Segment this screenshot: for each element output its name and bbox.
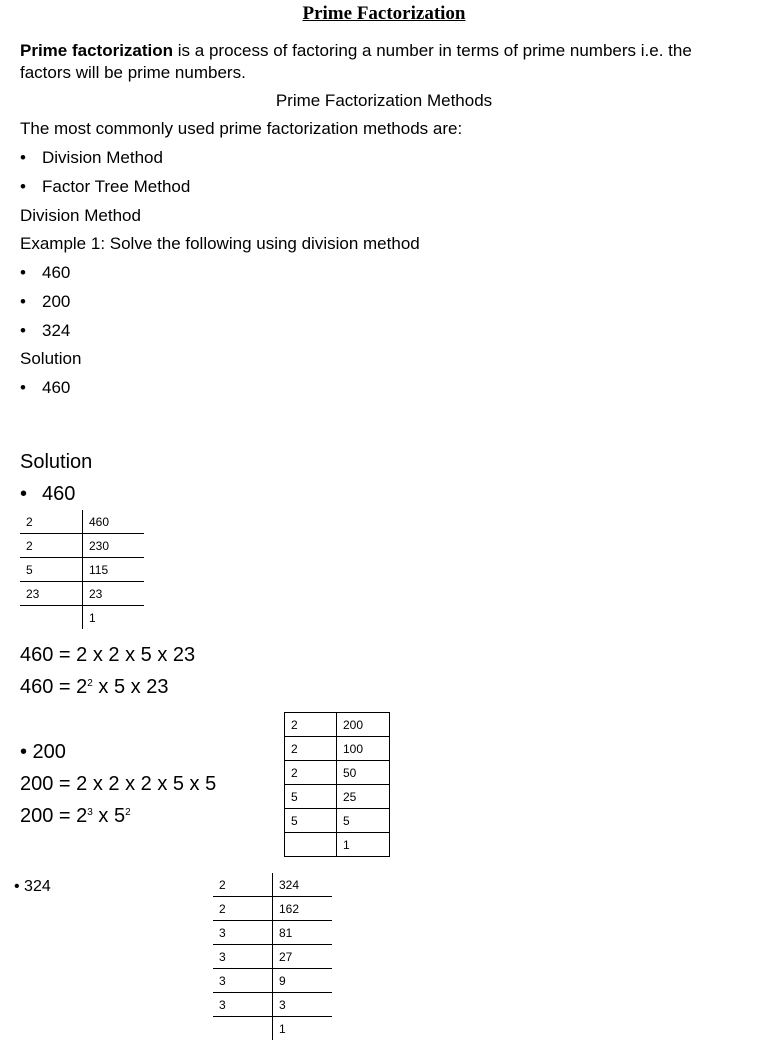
table-row — [213, 945, 332, 969]
list-item-label: Factor Tree Method — [42, 177, 190, 196]
divisor-cell: 23 — [20, 582, 83, 606]
equation-part: x 5 — [93, 805, 125, 827]
divisor-cell: 2 — [20, 534, 83, 558]
methods-intro: The most commonly used prime factorization methods are: — [20, 118, 462, 140]
equation-200-expanded: 200 = 2 x 2 x 2 x 5 x 5 — [20, 771, 216, 797]
bullet: • — [20, 320, 42, 342]
table-row — [20, 606, 144, 630]
table-row — [285, 833, 390, 857]
quotient-cell: 115 — [83, 558, 145, 582]
quotient-cell: 3 — [273, 993, 333, 1017]
table-row — [20, 558, 144, 582]
table-row — [213, 993, 332, 1017]
divisor-cell: 2 — [285, 737, 337, 761]
bullet: • — [20, 262, 42, 284]
solution-label: Solution — [20, 348, 81, 370]
quotient-cell: 5 — [337, 809, 390, 833]
equation-460-exponent — [20, 674, 168, 700]
table-row — [213, 969, 332, 993]
divisor-cell: 2 — [285, 713, 337, 737]
intro-term: Prime factorization — [20, 41, 173, 60]
divisor-cell — [213, 1017, 273, 1040]
list-item-label: 460 — [42, 378, 70, 397]
quotient-cell: 200 — [337, 713, 390, 737]
list-item-label: 200 — [42, 292, 70, 311]
example-text: Example 1: Solve the following using division method — [20, 233, 420, 255]
table-row — [20, 510, 144, 534]
list-item-324 — [20, 320, 70, 342]
quotient-cell: 23 — [83, 582, 145, 606]
divisor-cell: 5 — [285, 809, 337, 833]
divisor-cell — [285, 833, 337, 857]
list-item-460 — [20, 262, 70, 284]
list-item-label: 460 — [42, 483, 75, 505]
equation-460-expanded: 460 = 2 x 2 x 5 x 23 — [20, 642, 195, 668]
solution-item-460 — [20, 377, 70, 399]
quotient-cell: 100 — [337, 737, 390, 761]
division-table-324 — [213, 873, 332, 1040]
divisor-cell: 3 — [213, 993, 273, 1017]
divisor-cell: 2 — [285, 761, 337, 785]
table-row — [20, 582, 144, 606]
list-item-label: 460 — [42, 263, 70, 282]
quotient-cell: 27 — [273, 945, 333, 969]
bullet: • — [20, 291, 42, 313]
divisor-cell — [20, 606, 83, 630]
divisor-cell: 2 — [213, 873, 273, 897]
quotient-cell: 1 — [337, 833, 390, 857]
divisor-cell: 2 — [213, 897, 273, 921]
list-item-division-method — [20, 147, 163, 169]
division-heading: Division Method — [20, 205, 141, 227]
intro-paragraph — [20, 40, 740, 84]
table-row — [285, 785, 390, 809]
divisor-cell: 3 — [213, 921, 273, 945]
bullet: • — [20, 147, 42, 169]
bullet: • — [20, 176, 42, 198]
table-row — [285, 761, 390, 785]
list-item-factor-tree-method — [20, 176, 190, 198]
divisor-cell: 5 — [20, 558, 83, 582]
equation-200-exponent — [20, 803, 131, 829]
equation-part: 460 = 2 — [20, 676, 87, 698]
intro-text: is a process of factoring a number in terms of prime numbers i.e. the factors will be prime numbers. — [20, 41, 692, 82]
quotient-cell: 25 — [337, 785, 390, 809]
table-row — [213, 1017, 332, 1040]
table-row — [285, 809, 390, 833]
divisor-cell: 3 — [213, 945, 273, 969]
bullet: • — [20, 481, 42, 507]
exponent: 2 — [125, 807, 131, 818]
table-row — [285, 737, 390, 761]
divisor-cell: 3 — [213, 969, 273, 993]
slide-item-460 — [20, 481, 75, 507]
quotient-cell: 1 — [273, 1017, 333, 1040]
list-item-label: 324 — [42, 321, 70, 340]
item-324: • 324 — [14, 877, 51, 897]
divisor-cell: 2 — [20, 510, 83, 534]
quotient-cell: 230 — [83, 534, 145, 558]
table-row — [285, 713, 390, 737]
quotient-cell: 162 — [273, 897, 333, 921]
page-title: Prime Factorization — [0, 3, 768, 25]
slide-solution-label: Solution — [20, 449, 92, 475]
exponent: 2 — [87, 678, 93, 689]
quotient-cell: 460 — [83, 510, 145, 534]
division-table-200 — [284, 712, 390, 857]
bullet: • — [20, 377, 42, 399]
quotient-cell: 9 — [273, 969, 333, 993]
quotient-cell: 324 — [273, 873, 333, 897]
equation-part: 200 = 2 — [20, 805, 87, 827]
methods-heading: Prime Factorization Methods — [0, 90, 768, 112]
list-item-label: Division Method — [42, 148, 163, 167]
item-200: • 200 — [20, 739, 66, 765]
quotient-cell: 50 — [337, 761, 390, 785]
exponent: 3 — [87, 807, 93, 818]
division-table-460 — [20, 510, 144, 629]
table-row — [213, 897, 332, 921]
quotient-cell: 1 — [83, 606, 145, 630]
table-row — [213, 921, 332, 945]
list-item-200 — [20, 291, 70, 313]
table-row — [20, 534, 144, 558]
divisor-cell: 5 — [285, 785, 337, 809]
equation-part: x 5 x 23 — [93, 676, 169, 698]
quotient-cell: 81 — [273, 921, 333, 945]
table-row — [213, 873, 332, 897]
